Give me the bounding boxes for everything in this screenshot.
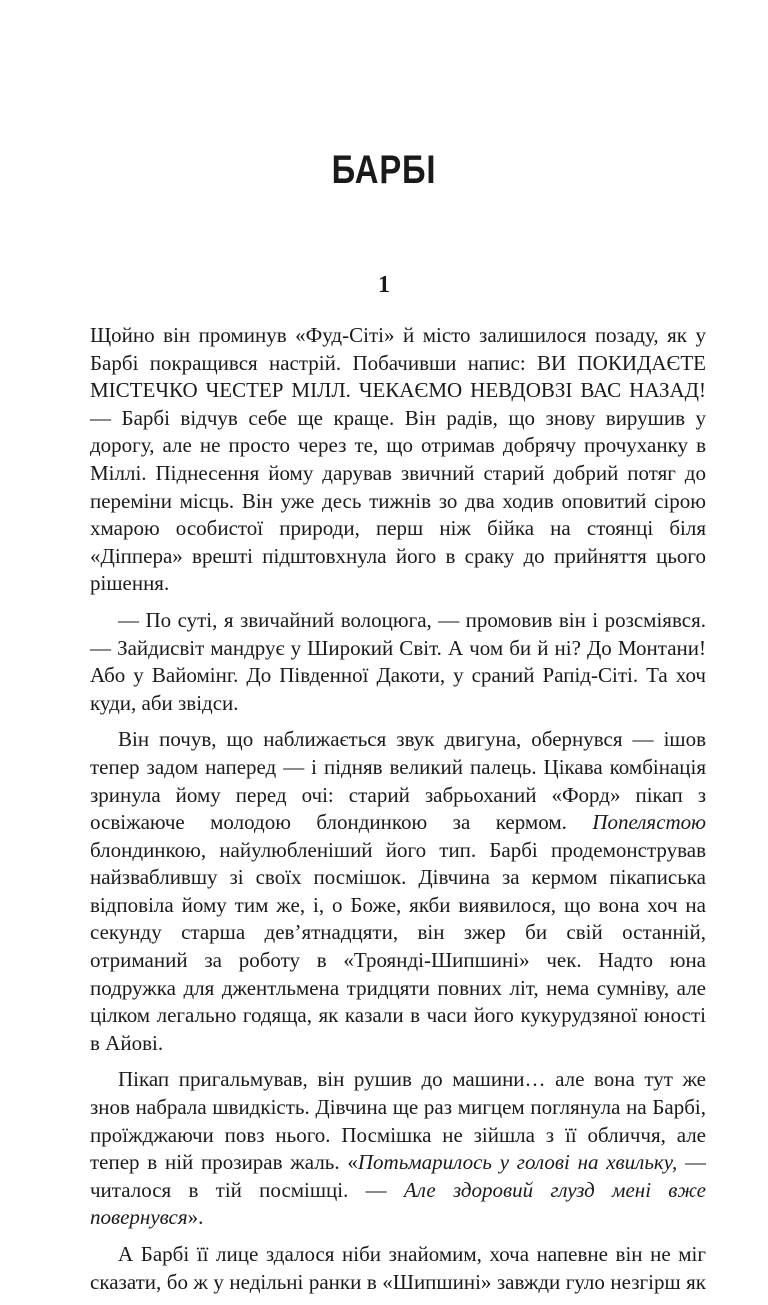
section-number: 1 bbox=[378, 272, 390, 298]
paragraph: А Барбі її лице здалося ніби знайомим, хоча напевне він не міг сказати, бо ж у недільні ранки в «Шипшині» завжди гуло незгірш як bbox=[90, 1242, 706, 1294]
italic-text: Потьмарилось у голові на хвильку, bbox=[357, 1150, 678, 1175]
italic-text: Але здоровий глузд мені вже повернувся bbox=[90, 1177, 706, 1230]
paragraph: — По суті, я звичайний волоцюга, — промовив він і розсміявся. — Зайдисвіт мандрує у Широкий Світ. А чом би й ні? До Монтани! Або у Вайомінг. До Південної Дакоти, у сраний Рапід-Сіті. Та хоч куди, аби звідси. bbox=[90, 607, 706, 715]
paragraph: Пікап пригальмував, він рушив до машини… але вона тут же знов набрала швидкість. Дівчина ще раз мигцем поглянула на Барбі, проїжджаючи повз нього. Посмішка не зійшла з її обличчя, але тепер в ній прозирав жаль. «Потьмарилось у голові на хвильку, — читалося в тій посмішці. — Але здоровий глузд мені вже повернувся». bbox=[90, 1067, 706, 1230]
paragraph: Щойно він проминув «Фуд-Сіті» й місто залишилося позаду, як у Барбі покращився настрій. Побачивши напис: ВИ ПОКИДАЄТЕ МІСТЕЧКО ЧЕСТЕР МІЛЛ. ЧЕКАЄМО НЕВДОВЗІ ВАС НАЗАД! — Барбі відчув себе ще краще. Він радів, що знову вирушив у дорогу, але не просто через те, що отримав добрячу прочуханку в Міллі. Піднесення йому дарував звичний старий добрий потяг до переміни місць. Він уже десь тижнів зо два ходив оповитий сірою хмарою особистої природи, перш ніж бійка на стоянці біля «Діппера» врешті підштовхнула його в сраку до прийняття цього рішення. bbox=[90, 323, 706, 596]
paragraph: Він почув, що наближається звук двигуна, обернувся — ішов тепер задом наперед — і підняв великий палець. Цікава комбінація зринула йому перед очі: старий забрьоханий «Форд» пікап з освіжаюче молодою блондинкою за кермом. Попелястою блондинкою, найулюбленіший його тип. Барбі продемонстрував найзваблившу зі своїх посмішок. Дівчина за кермом пікаписька відповіла йому тим же, і, о Боже, якби виявилося, що вона хоч на секунду старша дев’ятнадцяти, він зжер би свій останній, отриманий за роботу в «Троянді-Шипшині» чек. Надто юна подружка для джентльмена тридцяти повних літ, нема сумніву, але цілком легально годяща, як казали в часи його кукурудзяної юності в Айові. bbox=[90, 727, 706, 1055]
body-text bbox=[90, 322, 706, 1305]
italic-text: Попелястою bbox=[592, 810, 706, 835]
chapter-title: БАРБІ bbox=[331, 148, 437, 192]
